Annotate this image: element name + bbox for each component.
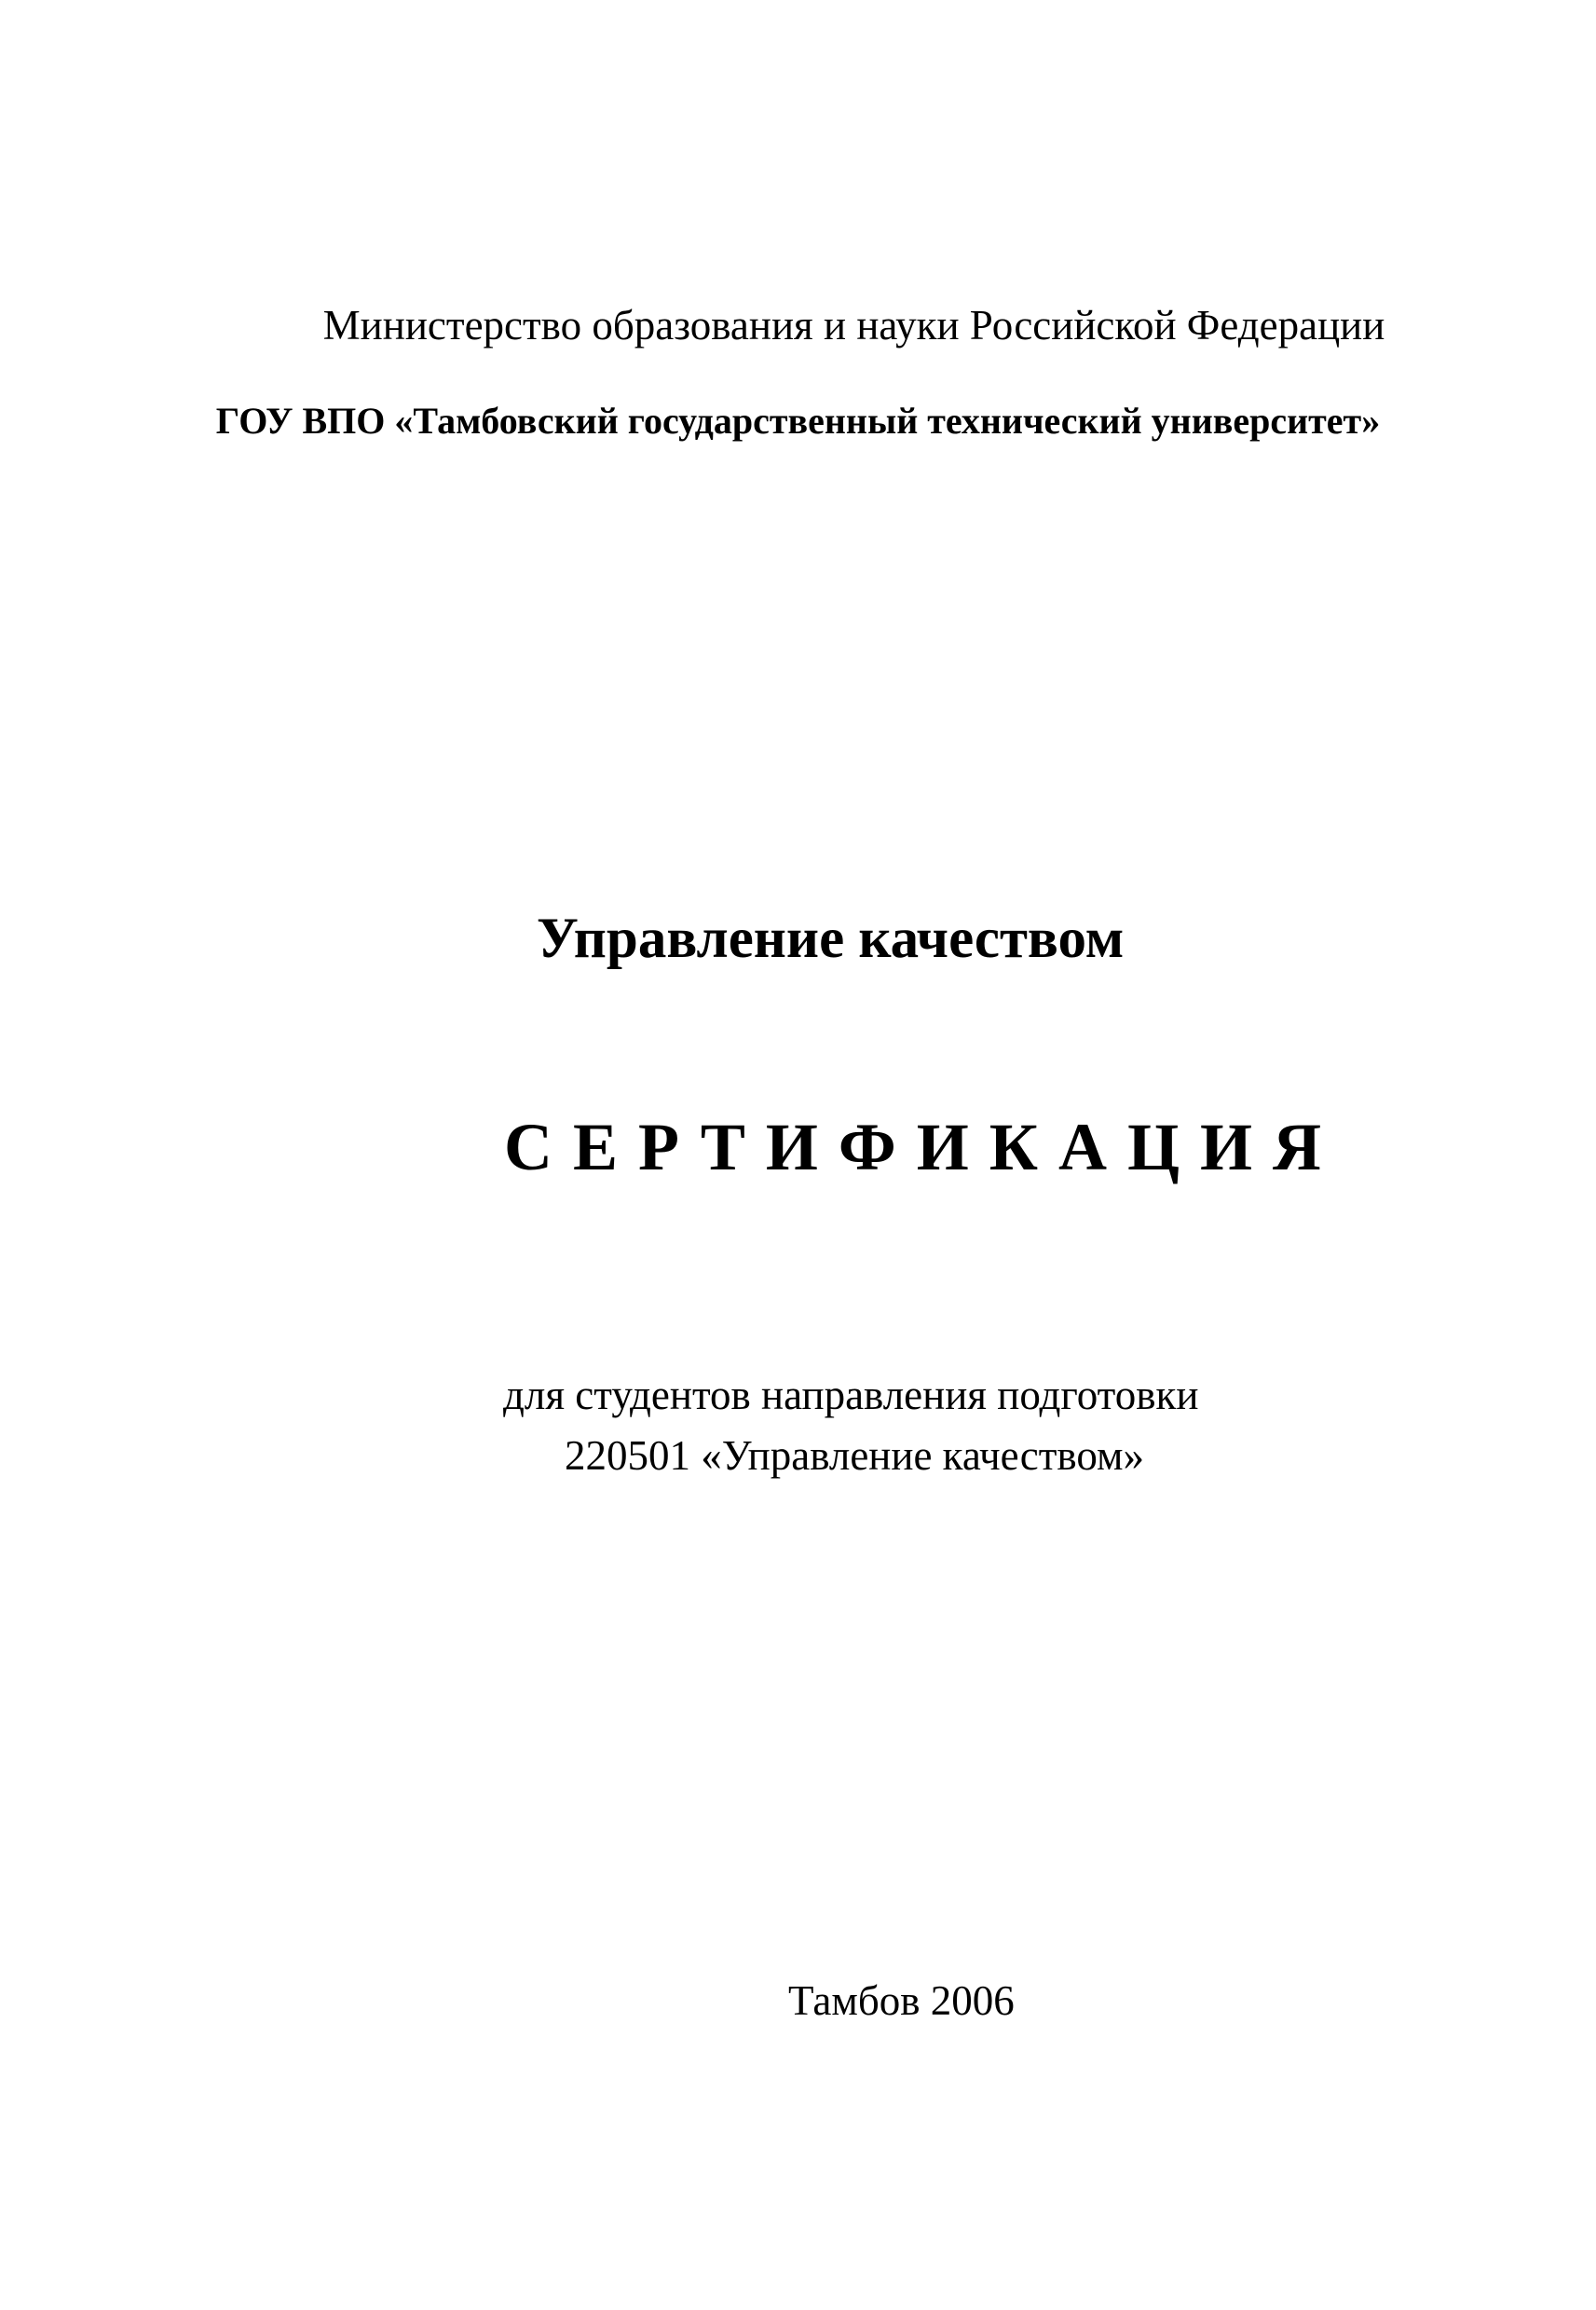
document-title: СЕРТИФИКАЦИЯ	[504, 1110, 1342, 1184]
ministry-heading: Министерство образования и науки Российской Федерации	[322, 302, 1385, 349]
subject-heading: Управление качеством	[537, 908, 1125, 970]
place-year: Тамбов 2006	[788, 1977, 1015, 2024]
audience-line: для студентов направления подготовки	[503, 1372, 1199, 1418]
university-heading: ГОУ ВПО «Тамбовский государственный технический университет»	[215, 400, 1381, 442]
specialty-line: 220501 «Управление качеством»	[565, 1432, 1144, 1479]
